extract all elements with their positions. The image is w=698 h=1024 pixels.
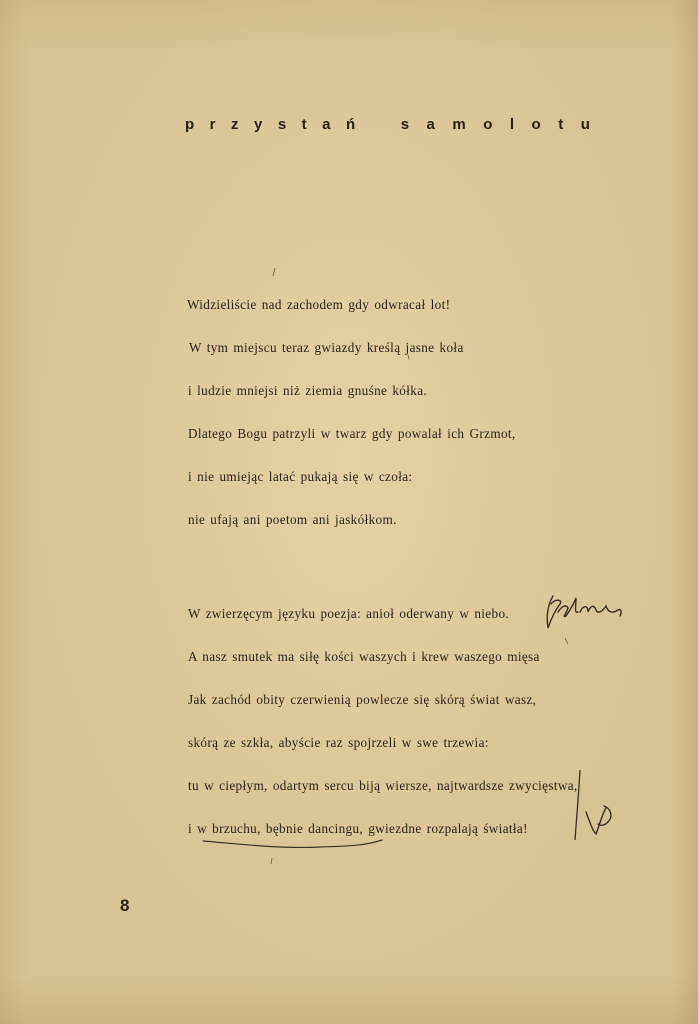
- title-word-1: przystań: [185, 116, 371, 133]
- handwritten-note-1: [547, 596, 621, 628]
- verse-line: nie ufają ani poetom ani jaskółkom.: [188, 512, 397, 527]
- verse-line: skórą ze szkła, abyście raz spojrzeli w swe trzewia:: [188, 735, 489, 750]
- verse-line: tu w ciepłym, odartym sercu biją wiersze, najtwardsze zwycięstwa,: [188, 778, 578, 793]
- verse-line: i w brzuchu, bębnie dancingu, gwiezdne rozpalają światła!: [188, 821, 528, 836]
- verse-line: Jak zachód obity czerwienią powlecze się skórą świat wasz,: [188, 692, 537, 707]
- title-word-2: samolotu: [400, 116, 608, 133]
- stray-mark: [271, 858, 272, 864]
- stray-mark: [273, 268, 275, 276]
- poem-title: [185, 116, 615, 133]
- pencil-underline: [203, 840, 382, 847]
- stray-mark: [565, 638, 568, 644]
- verse-line: i nie umiejąc latać pukają się w czoła:: [188, 469, 413, 484]
- verse-line: Dlatego Bogu patrzyli w twarz gdy powalał ich Grzmot,: [188, 426, 516, 441]
- page-number: 8: [120, 896, 130, 915]
- verse-line: W zwierzęcym języku poezja: anioł oderwany w niebo.: [188, 606, 510, 621]
- verse-line: Widzieliście nad zachodem gdy odwracał lot!: [187, 297, 451, 312]
- verse-line: W tym miejscu teraz gwiazdy kreślą jasne koła: [189, 340, 464, 355]
- verse-line: i ludzie mniejsi niż ziemia gnuśne kółka.: [188, 383, 428, 398]
- verse-line: A nasz smutek ma siłę kości waszych i krew waszego mięsa: [188, 649, 540, 664]
- handwritten-note-2: [586, 806, 611, 834]
